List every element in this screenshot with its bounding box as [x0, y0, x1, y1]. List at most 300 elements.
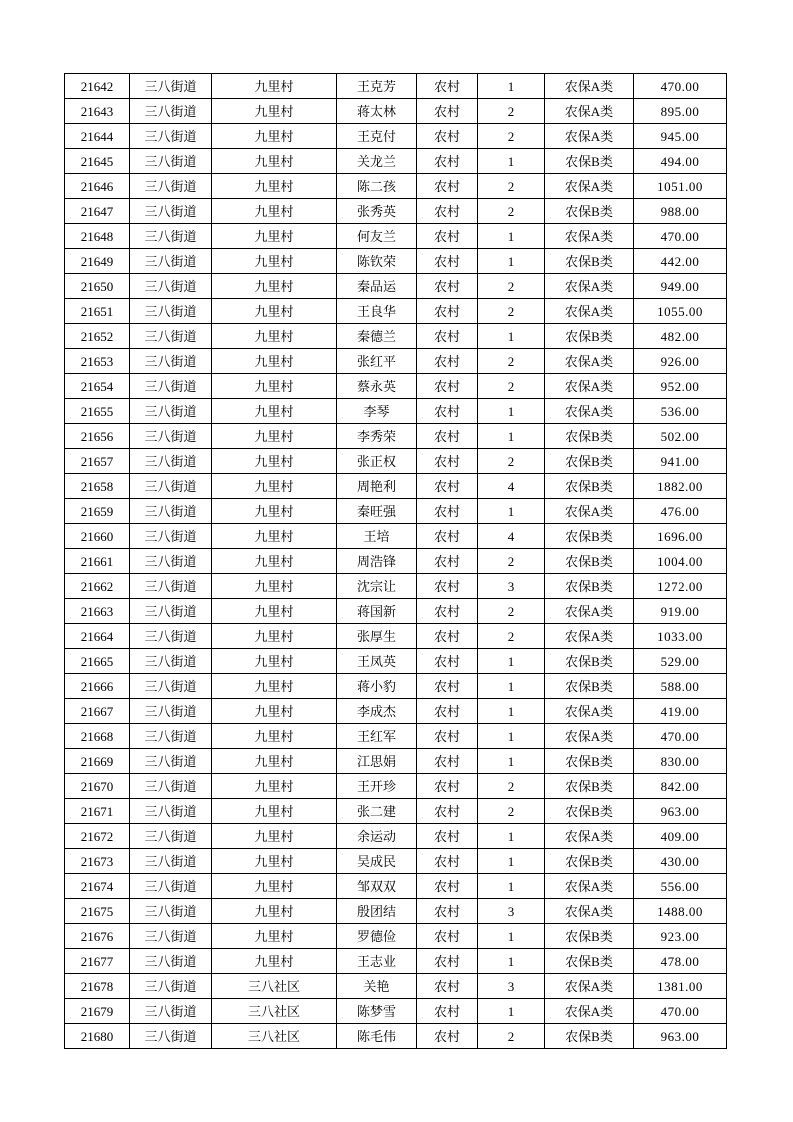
cell-type: 农村 — [417, 224, 478, 249]
cell-amount: 895.00 — [634, 99, 727, 124]
cell-village: 九里村 — [212, 349, 337, 374]
cell-id: 21664 — [65, 624, 130, 649]
cell-village: 九里村 — [212, 624, 337, 649]
cell-id: 21674 — [65, 874, 130, 899]
cell-name: 蒋小豹 — [337, 674, 417, 699]
cell-village: 九里村 — [212, 799, 337, 824]
cell-name: 蒋国新 — [337, 599, 417, 624]
cell-category: 农保A类 — [545, 699, 634, 724]
cell-count: 2 — [478, 374, 545, 399]
cell-street: 三八街道 — [130, 724, 212, 749]
cell-name: 张二建 — [337, 799, 417, 824]
cell-type: 农村 — [417, 549, 478, 574]
cell-id: 21642 — [65, 74, 130, 99]
cell-village: 九里村 — [212, 249, 337, 274]
table-row — [65, 99, 727, 124]
cell-village: 九里村 — [212, 299, 337, 324]
cell-type: 农村 — [417, 774, 478, 799]
cell-name: 李琴 — [337, 399, 417, 424]
cell-category: 农保B类 — [545, 474, 634, 499]
cell-amount: 494.00 — [634, 149, 727, 174]
cell-amount: 963.00 — [634, 1024, 727, 1049]
cell-amount: 1488.00 — [634, 899, 727, 924]
cell-amount: 1696.00 — [634, 524, 727, 549]
cell-amount: 830.00 — [634, 749, 727, 774]
cell-street: 三八街道 — [130, 449, 212, 474]
cell-village: 九里村 — [212, 524, 337, 549]
cell-type: 农村 — [417, 349, 478, 374]
cell-name: 殷团结 — [337, 899, 417, 924]
cell-village: 九里村 — [212, 599, 337, 624]
table-row — [65, 574, 727, 599]
table-row — [65, 74, 727, 99]
cell-count: 2 — [478, 299, 545, 324]
cell-id: 21667 — [65, 699, 130, 724]
cell-category: 农保A类 — [545, 624, 634, 649]
cell-street: 三八街道 — [130, 649, 212, 674]
cell-village: 九里村 — [212, 724, 337, 749]
cell-name: 王红军 — [337, 724, 417, 749]
cell-village: 九里村 — [212, 924, 337, 949]
table-row — [65, 124, 727, 149]
table-row — [65, 649, 727, 674]
cell-count: 1 — [478, 499, 545, 524]
cell-id: 21666 — [65, 674, 130, 699]
table-row — [65, 899, 727, 924]
cell-name: 王开珍 — [337, 774, 417, 799]
cell-category: 农保B类 — [545, 199, 634, 224]
cell-street: 三八街道 — [130, 74, 212, 99]
cell-village: 九里村 — [212, 74, 337, 99]
cell-amount: 1381.00 — [634, 974, 727, 999]
cell-amount: 963.00 — [634, 799, 727, 824]
cell-count: 1 — [478, 924, 545, 949]
cell-name: 秦品运 — [337, 274, 417, 299]
cell-street: 三八街道 — [130, 399, 212, 424]
cell-amount: 1004.00 — [634, 549, 727, 574]
table-row — [65, 399, 727, 424]
cell-type: 农村 — [417, 949, 478, 974]
cell-amount: 502.00 — [634, 424, 727, 449]
cell-village: 九里村 — [212, 774, 337, 799]
cell-id: 21672 — [65, 824, 130, 849]
table-row — [65, 874, 727, 899]
cell-street: 三八街道 — [130, 224, 212, 249]
cell-type: 农村 — [417, 74, 478, 99]
cell-village: 九里村 — [212, 549, 337, 574]
cell-name: 王培 — [337, 524, 417, 549]
cell-type: 农村 — [417, 149, 478, 174]
cell-amount: 926.00 — [634, 349, 727, 374]
cell-count: 2 — [478, 549, 545, 574]
cell-count: 1 — [478, 724, 545, 749]
cell-street: 三八街道 — [130, 899, 212, 924]
table-row — [65, 1024, 727, 1049]
cell-name: 陈梦雪 — [337, 999, 417, 1024]
cell-type: 农村 — [417, 524, 478, 549]
cell-category: 农保A类 — [545, 374, 634, 399]
cell-village: 三八社区 — [212, 999, 337, 1024]
cell-amount: 409.00 — [634, 824, 727, 849]
cell-name: 罗德俭 — [337, 924, 417, 949]
cell-amount: 430.00 — [634, 849, 727, 874]
cell-category: 农保A类 — [545, 999, 634, 1024]
cell-street: 三八街道 — [130, 149, 212, 174]
cell-id: 21673 — [65, 849, 130, 874]
cell-count: 1 — [478, 399, 545, 424]
cell-village: 九里村 — [212, 574, 337, 599]
cell-id: 21668 — [65, 724, 130, 749]
table-row — [65, 524, 727, 549]
cell-name: 周浩锋 — [337, 549, 417, 574]
cell-name: 余运动 — [337, 824, 417, 849]
cell-type: 农村 — [417, 649, 478, 674]
cell-village: 九里村 — [212, 424, 337, 449]
cell-name: 周艳利 — [337, 474, 417, 499]
cell-amount: 941.00 — [634, 449, 727, 474]
cell-count: 1 — [478, 699, 545, 724]
cell-count: 1 — [478, 874, 545, 899]
cell-id: 21656 — [65, 424, 130, 449]
cell-amount: 1051.00 — [634, 174, 727, 199]
cell-category: 农保A类 — [545, 99, 634, 124]
cell-name: 秦旺强 — [337, 499, 417, 524]
cell-id: 21659 — [65, 499, 130, 524]
cell-count: 1 — [478, 649, 545, 674]
cell-village: 九里村 — [212, 374, 337, 399]
table-row — [65, 799, 727, 824]
table-row — [65, 999, 727, 1024]
cell-id: 21669 — [65, 749, 130, 774]
cell-id: 21671 — [65, 799, 130, 824]
cell-street: 三八街道 — [130, 474, 212, 499]
table-row — [65, 249, 727, 274]
cell-count: 2 — [478, 124, 545, 149]
cell-count: 1 — [478, 949, 545, 974]
cell-count: 1 — [478, 324, 545, 349]
cell-id: 21665 — [65, 649, 130, 674]
cell-amount: 556.00 — [634, 874, 727, 899]
cell-id: 21675 — [65, 899, 130, 924]
cell-name: 秦德兰 — [337, 324, 417, 349]
cell-type: 农村 — [417, 824, 478, 849]
cell-count: 3 — [478, 574, 545, 599]
cell-id: 21652 — [65, 324, 130, 349]
cell-category: 农保A类 — [545, 599, 634, 624]
cell-id: 21643 — [65, 99, 130, 124]
cell-category: 农保B类 — [545, 749, 634, 774]
table-row — [65, 199, 727, 224]
cell-village: 九里村 — [212, 474, 337, 499]
cell-name: 李成杰 — [337, 699, 417, 724]
cell-amount: 988.00 — [634, 199, 727, 224]
cell-category: 农保A类 — [545, 899, 634, 924]
cell-id: 21662 — [65, 574, 130, 599]
cell-id: 21680 — [65, 1024, 130, 1049]
table-row — [65, 949, 727, 974]
cell-count: 2 — [478, 274, 545, 299]
cell-street: 三八街道 — [130, 499, 212, 524]
cell-street: 三八街道 — [130, 749, 212, 774]
cell-count: 2 — [478, 174, 545, 199]
cell-type: 农村 — [417, 924, 478, 949]
table-row — [65, 699, 727, 724]
cell-street: 三八街道 — [130, 124, 212, 149]
cell-village: 九里村 — [212, 824, 337, 849]
table-row — [65, 274, 727, 299]
cell-amount: 470.00 — [634, 224, 727, 249]
cell-name: 吴成民 — [337, 849, 417, 874]
cell-village: 九里村 — [212, 224, 337, 249]
cell-type: 农村 — [417, 674, 478, 699]
cell-street: 三八街道 — [130, 674, 212, 699]
cell-name: 邹双双 — [337, 874, 417, 899]
cell-category: 农保B类 — [545, 799, 634, 824]
cell-amount: 1882.00 — [634, 474, 727, 499]
table-row — [65, 299, 727, 324]
cell-count: 2 — [478, 799, 545, 824]
table-row — [65, 474, 727, 499]
table-row — [65, 374, 727, 399]
cell-type: 农村 — [417, 199, 478, 224]
cell-village: 九里村 — [212, 674, 337, 699]
cell-category: 农保A类 — [545, 224, 634, 249]
cell-type: 农村 — [417, 249, 478, 274]
cell-amount: 952.00 — [634, 374, 727, 399]
cell-category: 农保B类 — [545, 324, 634, 349]
cell-category: 农保B类 — [545, 574, 634, 599]
cell-amount: 945.00 — [634, 124, 727, 149]
cell-count: 2 — [478, 624, 545, 649]
cell-category: 农保B类 — [545, 524, 634, 549]
cell-id: 21647 — [65, 199, 130, 224]
cell-count: 1 — [478, 249, 545, 274]
cell-village: 九里村 — [212, 274, 337, 299]
table-row — [65, 824, 727, 849]
cell-village: 九里村 — [212, 899, 337, 924]
cell-count: 1 — [478, 824, 545, 849]
cell-type: 农村 — [417, 274, 478, 299]
cell-name: 张厚生 — [337, 624, 417, 649]
cell-category: 农保B类 — [545, 1024, 634, 1049]
cell-amount: 1033.00 — [634, 624, 727, 649]
cell-name: 蒋太林 — [337, 99, 417, 124]
cell-category: 农保B类 — [545, 549, 634, 574]
table-row — [65, 449, 727, 474]
cell-count: 3 — [478, 974, 545, 999]
cell-village: 九里村 — [212, 399, 337, 424]
cell-street: 三八街道 — [130, 99, 212, 124]
cell-street: 三八街道 — [130, 549, 212, 574]
benefits-table — [64, 73, 727, 1049]
cell-name: 张秀英 — [337, 199, 417, 224]
cell-name: 王凤英 — [337, 649, 417, 674]
table-row — [65, 224, 727, 249]
cell-category: 农保B类 — [545, 849, 634, 874]
table-row — [65, 849, 727, 874]
cell-type: 农村 — [417, 599, 478, 624]
cell-street: 三八街道 — [130, 574, 212, 599]
cell-village: 九里村 — [212, 699, 337, 724]
cell-type: 农村 — [417, 449, 478, 474]
cell-category: 农保B类 — [545, 424, 634, 449]
cell-category: 农保B类 — [545, 674, 634, 699]
cell-street: 三八街道 — [130, 874, 212, 899]
cell-type: 农村 — [417, 874, 478, 899]
cell-category: 农保A类 — [545, 874, 634, 899]
cell-amount: 1272.00 — [634, 574, 727, 599]
cell-category: 农保B类 — [545, 924, 634, 949]
cell-category: 农保A类 — [545, 74, 634, 99]
cell-amount: 478.00 — [634, 949, 727, 974]
cell-count: 2 — [478, 599, 545, 624]
cell-category: 农保A类 — [545, 349, 634, 374]
cell-count: 1 — [478, 74, 545, 99]
cell-count: 2 — [478, 1024, 545, 1049]
table-row — [65, 974, 727, 999]
cell-category: 农保B类 — [545, 649, 634, 674]
cell-name: 关艳 — [337, 974, 417, 999]
cell-name: 蔡永英 — [337, 374, 417, 399]
cell-village: 九里村 — [212, 874, 337, 899]
cell-name: 关龙兰 — [337, 149, 417, 174]
cell-name: 张红平 — [337, 349, 417, 374]
cell-amount: 1055.00 — [634, 299, 727, 324]
cell-village: 九里村 — [212, 199, 337, 224]
cell-street: 三八街道 — [130, 174, 212, 199]
cell-type: 农村 — [417, 474, 478, 499]
cell-amount: 470.00 — [634, 74, 727, 99]
cell-count: 2 — [478, 774, 545, 799]
cell-village: 九里村 — [212, 499, 337, 524]
cell-count: 2 — [478, 349, 545, 374]
table-row — [65, 324, 727, 349]
cell-street: 三八街道 — [130, 249, 212, 274]
cell-amount: 476.00 — [634, 499, 727, 524]
table-row — [65, 174, 727, 199]
cell-type: 农村 — [417, 749, 478, 774]
cell-village: 九里村 — [212, 449, 337, 474]
cell-category: 农保A类 — [545, 174, 634, 199]
cell-street: 三八街道 — [130, 774, 212, 799]
cell-amount: 470.00 — [634, 724, 727, 749]
cell-count: 1 — [478, 674, 545, 699]
cell-id: 21654 — [65, 374, 130, 399]
cell-id: 21655 — [65, 399, 130, 424]
cell-category: 农保B类 — [545, 249, 634, 274]
cell-id: 21646 — [65, 174, 130, 199]
cell-id: 21657 — [65, 449, 130, 474]
cell-id: 21660 — [65, 524, 130, 549]
cell-name: 王克芳 — [337, 74, 417, 99]
cell-type: 农村 — [417, 724, 478, 749]
cell-count: 1 — [478, 149, 545, 174]
cell-id: 21676 — [65, 924, 130, 949]
cell-category: 农保A类 — [545, 724, 634, 749]
cell-type: 农村 — [417, 99, 478, 124]
cell-category: 农保A类 — [545, 299, 634, 324]
cell-street: 三八街道 — [130, 199, 212, 224]
cell-village: 九里村 — [212, 324, 337, 349]
cell-amount: 419.00 — [634, 699, 727, 724]
cell-name: 沈宗让 — [337, 574, 417, 599]
cell-count: 1 — [478, 424, 545, 449]
cell-amount: 536.00 — [634, 399, 727, 424]
cell-street: 三八街道 — [130, 424, 212, 449]
cell-name: 陈二孩 — [337, 174, 417, 199]
cell-category: 农保B类 — [545, 149, 634, 174]
cell-id: 21651 — [65, 299, 130, 324]
table-row — [65, 549, 727, 574]
cell-street: 三八街道 — [130, 849, 212, 874]
cell-type: 农村 — [417, 1024, 478, 1049]
cell-village: 九里村 — [212, 149, 337, 174]
cell-name: 王克付 — [337, 124, 417, 149]
cell-id: 21663 — [65, 599, 130, 624]
cell-name: 陈毛伟 — [337, 1024, 417, 1049]
cell-count: 4 — [478, 524, 545, 549]
cell-type: 农村 — [417, 999, 478, 1024]
cell-street: 三八街道 — [130, 799, 212, 824]
cell-street: 三八街道 — [130, 324, 212, 349]
table-row — [65, 599, 727, 624]
table-row — [65, 774, 727, 799]
table-row — [65, 149, 727, 174]
cell-name: 江思娟 — [337, 749, 417, 774]
cell-count: 2 — [478, 449, 545, 474]
cell-amount: 482.00 — [634, 324, 727, 349]
cell-name: 王志业 — [337, 949, 417, 974]
cell-type: 农村 — [417, 174, 478, 199]
cell-category: 农保A类 — [545, 974, 634, 999]
cell-count: 1 — [478, 999, 545, 1024]
cell-count: 2 — [478, 199, 545, 224]
cell-count: 1 — [478, 749, 545, 774]
cell-street: 三八街道 — [130, 999, 212, 1024]
cell-village: 九里村 — [212, 749, 337, 774]
cell-type: 农村 — [417, 799, 478, 824]
cell-id: 21658 — [65, 474, 130, 499]
cell-street: 三八街道 — [130, 349, 212, 374]
cell-count: 3 — [478, 899, 545, 924]
cell-name: 何友兰 — [337, 224, 417, 249]
cell-id: 21679 — [65, 999, 130, 1024]
cell-count: 4 — [478, 474, 545, 499]
cell-name: 王良华 — [337, 299, 417, 324]
cell-amount: 923.00 — [634, 924, 727, 949]
cell-type: 农村 — [417, 899, 478, 924]
cell-type: 农村 — [417, 299, 478, 324]
cell-type: 农村 — [417, 699, 478, 724]
cell-amount: 588.00 — [634, 674, 727, 699]
cell-category: 农保A类 — [545, 499, 634, 524]
benefits-table-body — [65, 74, 727, 1049]
cell-id: 21670 — [65, 774, 130, 799]
cell-type: 农村 — [417, 624, 478, 649]
cell-category: 农保A类 — [545, 824, 634, 849]
cell-amount: 470.00 — [634, 999, 727, 1024]
cell-street: 三八街道 — [130, 624, 212, 649]
cell-id: 21661 — [65, 549, 130, 574]
table-row — [65, 724, 727, 749]
cell-id: 21649 — [65, 249, 130, 274]
cell-street: 三八街道 — [130, 699, 212, 724]
cell-street: 三八街道 — [130, 299, 212, 324]
cell-street: 三八街道 — [130, 1024, 212, 1049]
cell-id: 21645 — [65, 149, 130, 174]
cell-id: 21650 — [65, 274, 130, 299]
cell-count: 1 — [478, 849, 545, 874]
